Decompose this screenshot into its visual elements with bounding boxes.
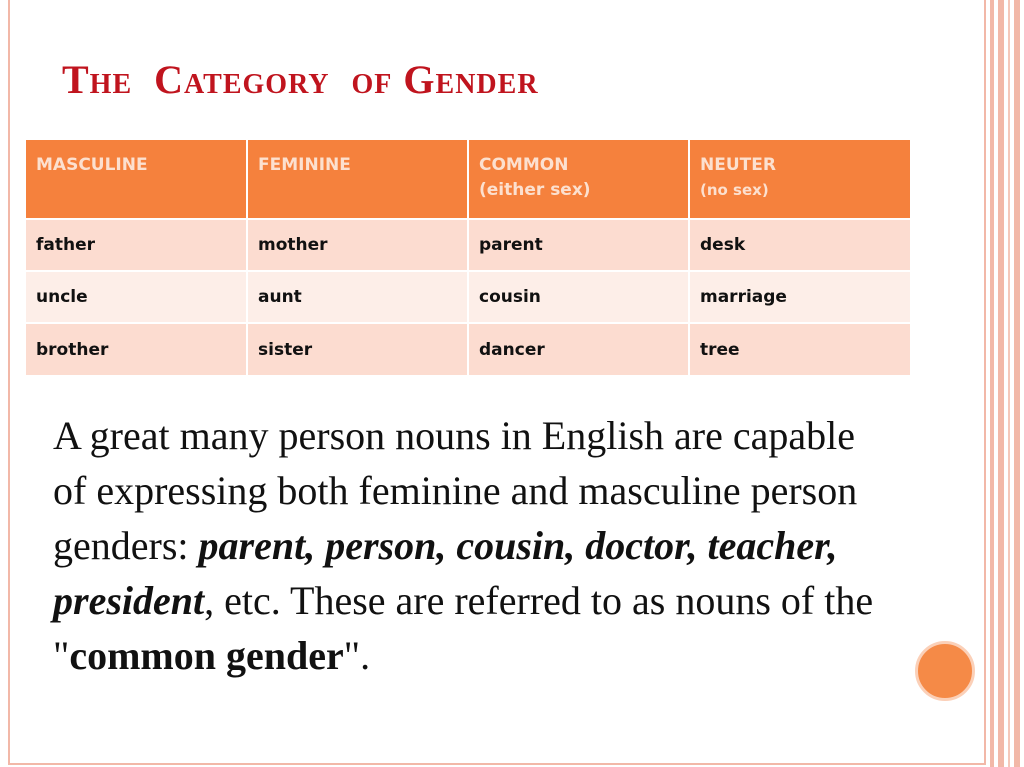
header-label: MASCULINE	[36, 155, 148, 175]
stripe	[998, 0, 1004, 767]
decorative-circle	[915, 641, 975, 701]
paragraph-text: A great many person nouns in English are capable of expressing both feminine and masculine person genders:	[53, 413, 858, 568]
table-cell: parent	[468, 219, 689, 271]
header-sub: (no sex)	[700, 181, 769, 199]
table-cell: cousin	[468, 271, 689, 323]
body-paragraph	[53, 408, 893, 683]
header-feminine	[247, 140, 468, 219]
table-cell: sister	[247, 323, 468, 375]
table-header-row	[26, 140, 910, 219]
table-row	[26, 323, 910, 375]
table-row	[26, 219, 910, 271]
paragraph-text: , etc. These are referred to as nouns of the "	[53, 578, 874, 678]
table-cell: tree	[689, 323, 910, 375]
paragraph-term: common gender	[69, 633, 344, 678]
table-cell: mother	[247, 219, 468, 271]
header-label: COMMON	[479, 155, 569, 175]
header-label: FEMININE	[258, 155, 351, 175]
slide-title: The Category of Gender	[62, 57, 539, 102]
header-sub: (either sex)	[479, 180, 591, 200]
table-cell: marriage	[689, 271, 910, 323]
table-cell: desk	[689, 219, 910, 271]
stripe	[1014, 0, 1020, 767]
table-cell: dancer	[468, 323, 689, 375]
header-common	[468, 140, 689, 219]
paragraph-text: ".	[343, 633, 371, 678]
table-cell: brother	[26, 323, 247, 375]
stripe	[1008, 0, 1010, 767]
gender-table	[26, 140, 910, 375]
header-label: NEUTER	[700, 155, 776, 175]
table-row	[26, 271, 910, 323]
table-cell: aunt	[247, 271, 468, 323]
table-cell: uncle	[26, 271, 247, 323]
header-masculine	[26, 140, 247, 219]
stripe	[990, 0, 994, 767]
paragraph-examples: parent, person, cousin, doctor, teacher, president	[53, 523, 838, 623]
header-neuter	[689, 140, 910, 219]
table-cell: father	[26, 219, 247, 271]
decorative-stripes	[988, 0, 1024, 767]
